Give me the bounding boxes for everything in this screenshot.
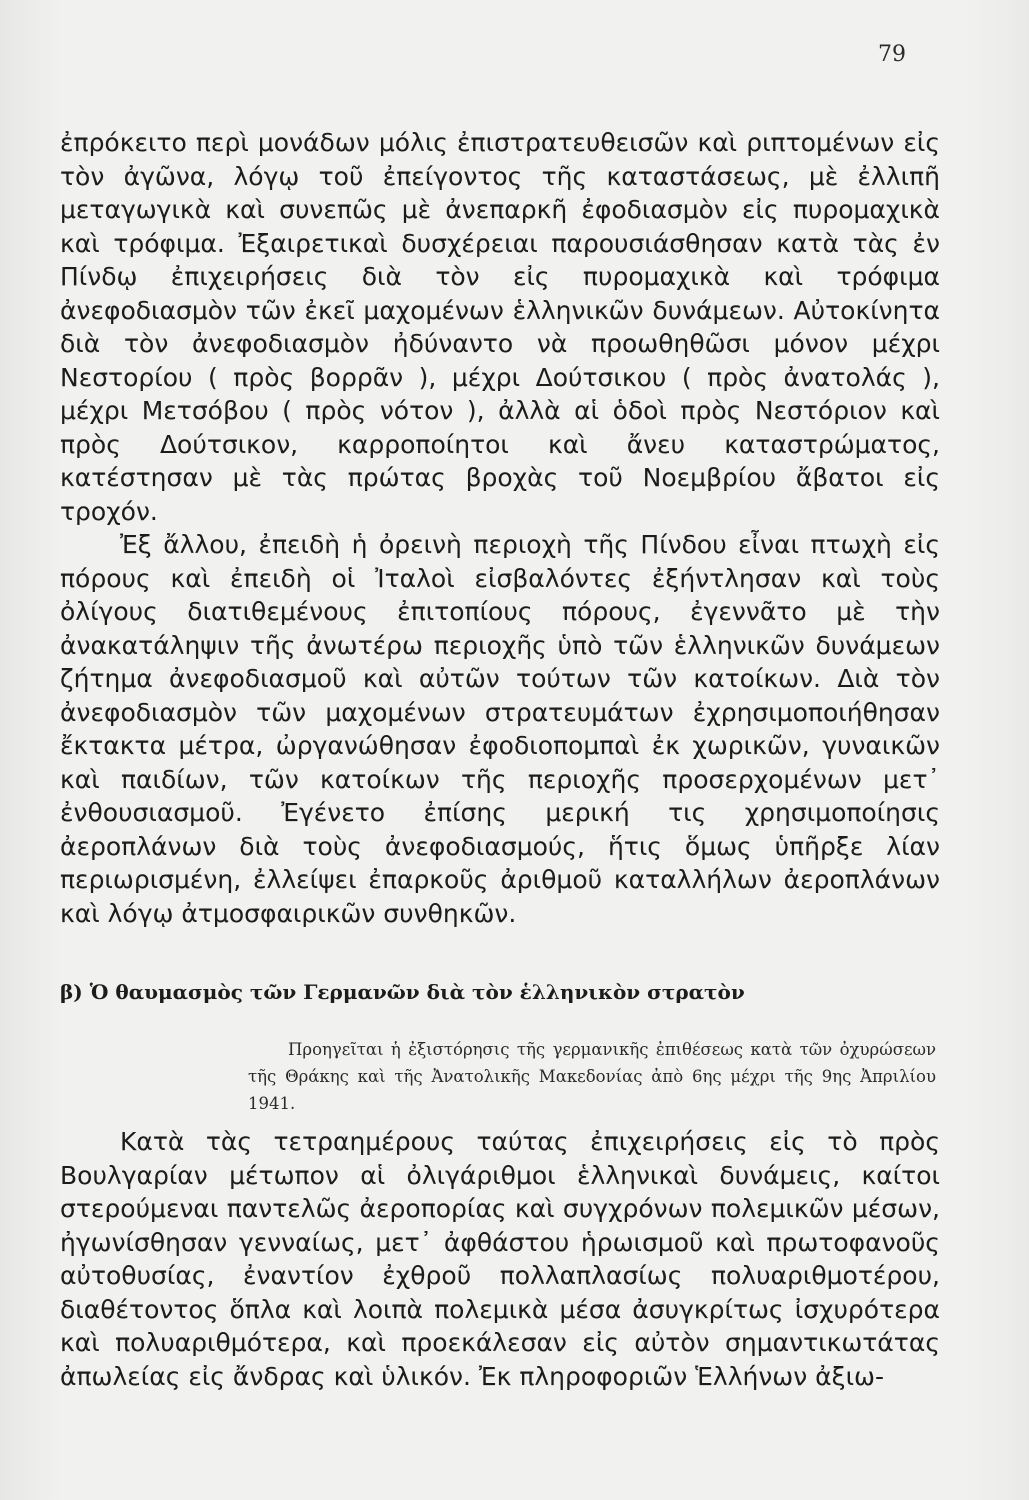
section-heading: β) Ὁ θαυμασμὸς τῶν Γερμανῶν διὰ τὸν ἑλληνικὸν στρατὸν [60, 980, 745, 1004]
paragraph-2: Ἐξ ἄλλου, ἐπειδὴ ἡ ὀρεινὴ περιοχὴ τῆς Πίνδου εἶναι πτωχὴ εἰς πόρους καὶ ἐπειδὴ οἱ Ἰταλοὶ εἰσβαλόντες ἐξήντλησαν καὶ τοὺς ὀλίγους διατιθεμένους ἐπιτοπίους πόρους, ἐγεννᾶτο μὲ τὴν ἀνακατάληψιν τῆς ἀνωτέρω περιοχῆς ὑπὸ τῶν ἑλληνικῶν δυνάμεων ζήτημα ἀνεφοδιασμοῦ καὶ αὐτῶν τούτων τῶν κατοίκων. Διὰ τὸν ἀνεφοδιασμὸν τῶν μαχομένων στρατευμάτων ἐχρησιμοποιήθησαν ἔκτακτα μέτρα, ὠργανώθησαν ἐφοδιοπομπαὶ ἐκ χωρικῶν, γυναικῶν καὶ παιδίων, τῶν κατοίκων τῆς περιοχῆς προσερχομένων μετ᾿ ἐνθουσιασμοῦ. Ἐγένετο ἐπίσης μερική τις χρησιμοποίησις ἀεροπλάνων διὰ τοὺς ἀνεφοδιασμούς, ἥτις ὅμως ὑπῆρξε λίαν περιωρισμένη, ἐλλείψει ἐπαρκοῦς ἀριθμοῦ καταλλήλων ἀεροπλάνων καὶ λόγῳ ἀτμοσφαιρικῶν συνθηκῶν. [60, 530, 940, 928]
paragraph-3: Κατὰ τὰς τετραημέρους ταύτας ἐπιχειρήσεις εἰς τὸ πρὸς Βουλγαρίαν μέτωπον αἱ ὀλιγάριθμοι ἑλληνικαὶ δυνάμεις, καίτοι στερούμεναι παντελῶς ἀεροπορίας καὶ συγχρόνων πολεμικῶν μέσων, ἠγωνίσθησαν γενναίως, μετ᾿ ἀφθάστου ἡρωισμοῦ καὶ πρωτοφανοῦς αὐτοθυσίας, ἐναντίον ἐχθροῦ πολλαπλασίως πολυαριθμοτέρου, διαθέτοντος ὅπλα καὶ λοιπὰ πολεμικὰ μέσα ἀσυγκρίτως ἰσχυρότερα καὶ πολυαριθμότερα, καὶ προεκάλεσαν εἰς αὐτὸν σημαντικωτάτας ἀπωλείας εἰς ἄνδρας καὶ ὑλικόν. Ἐκ πληροφοριῶν Ἑλλήνων ἀξιω- [60, 1127, 940, 1391]
paragraph-1: ἐπρόκειτο περὶ μονάδων μόλις ἐπιστρατευθεισῶν καὶ ριπτομένων εἰς τὸν ἀγῶνα, λόγῳ τοῦ ἐπείγοντος τῆς καταστάσεως, μὲ ἐλλιπῆ μεταγωγικὰ καὶ συνεπῶς μὲ ἀνεπαρκῆ ἐφοδιασμὸν εἰς πυρομαχικὰ καὶ τρόφιμα. Ἐξαιρετικαὶ δυσχέρειαι παρουσιάσθησαν κατὰ τὰς ἐν Πίνδῳ ἐπιχειρήσεις διὰ τὸν εἰς πυρομαχικὰ καὶ τρόφιμα ἀνεφοδιασμὸν τῶν ἐκεῖ μαχομένων ἑλληνικῶν δυνάμεων. Αὐτοκίνητα διὰ τὸν ἀνεφοδιασμὸν ἠδύναντο νὰ προωθηθῶσι μόνον μέχρι Νεστορίου ( πρὸς βορρᾶν ), μέχρι Δούτσικου ( πρὸς ἀνατολάς ), μέχρι Μετσόβου ( πρὸς νότον ), ἀλλὰ αἱ ὁδοὶ πρὸς Νεστόριον καὶ πρὸς Δούτσικον, καρροποίητοι καὶ ἄνευ καταστρώματος, κατέστησαν μὲ τὰς πρώτας βροχὰς τοῦ Νοεμβρίου ἄβατοι εἰς τροχόν. [60, 128, 940, 526]
section-epigraph [248, 1036, 936, 1117]
epigraph-text: Προηγεῖται ἡ ἐξιστόρησις τῆς γερμανικῆς ἐπιθέσεως κατὰ τῶν ὀχυρώσεων τῆς Θράκης καὶ τῆς Ἀνατολικῆς Μακεδονίας ἀπὸ 6ης μέχρι τῆς 9ης Ἀπριλίου 1941. [248, 1040, 936, 1113]
body-text-upper [60, 126, 940, 930]
page-number: 79 [878, 42, 906, 67]
body-text-lower [60, 1125, 940, 1393]
